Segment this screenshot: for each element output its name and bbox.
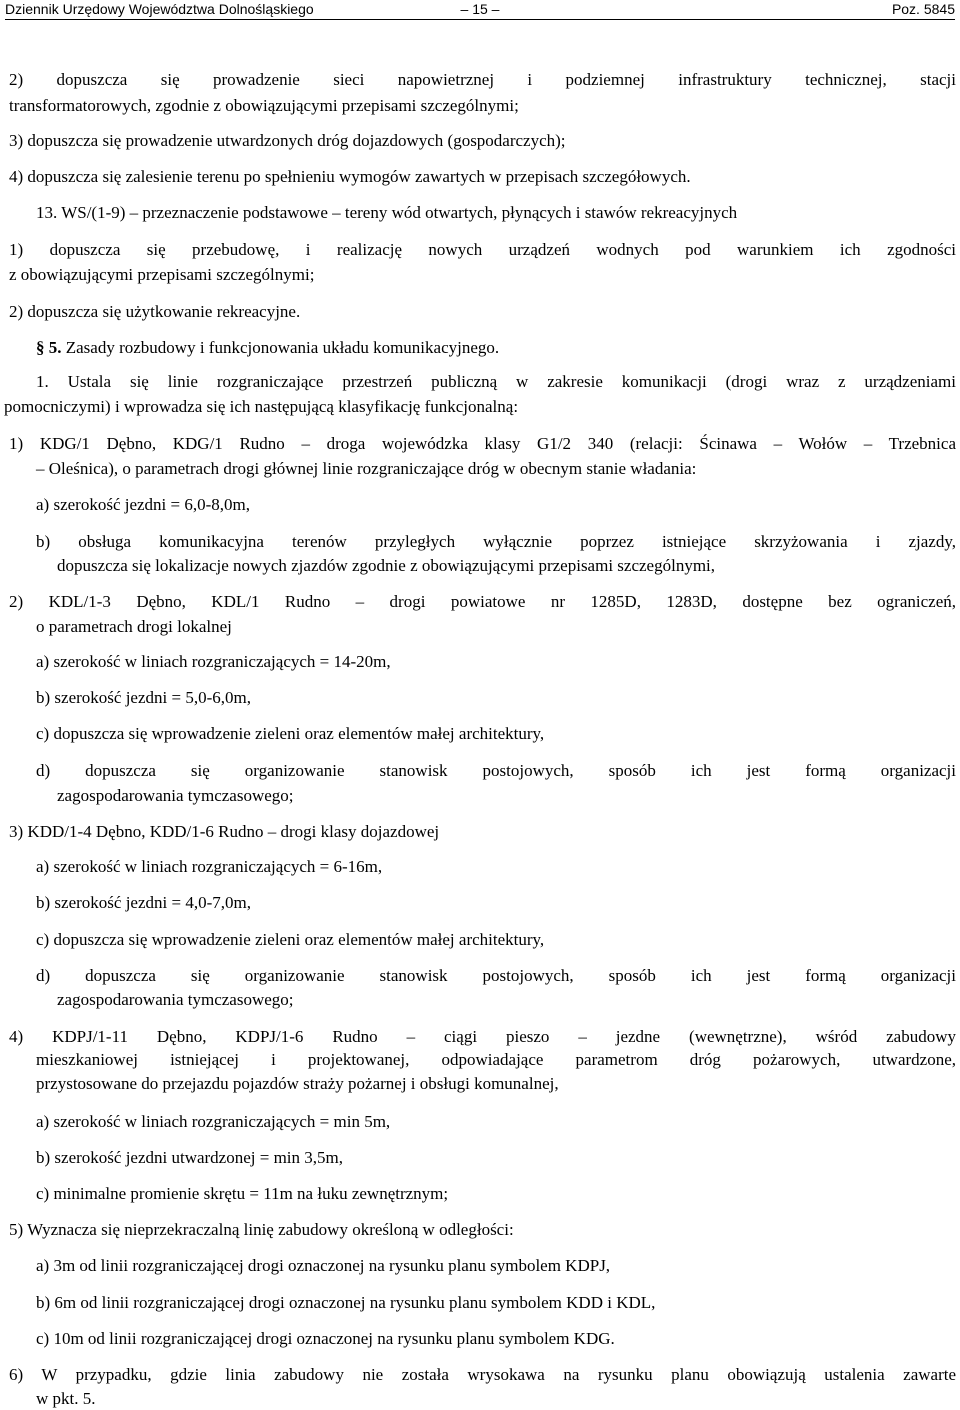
kdg-line-1: 1) KDG/1 Dębno, KDG/1 Rudno – droga wojewódzka klasy G1/2 340 (relacji: Ścinawa – Wołów – Trzebnica xyxy=(9,434,956,453)
position-number: Poz. 5845 xyxy=(891,1,955,17)
kdpj-item-a: a) szerokość w liniach rozgraniczających = min 5m, xyxy=(36,1112,391,1131)
clause-1-line-1: 1. Ustala się linie rozgraniczające przestrzeń publiczną w zakresie komunikacji (drogi wraz z urządzeniami xyxy=(36,372,956,391)
paragraph-4: 4) dopuszcza się zalesienie terenu po spełnieniu wymogów zawartych w przepisach szczegółowych. xyxy=(9,167,691,186)
section-5-title: Zasady rozbudowy i funkcjonowania układu komunikacyjnego. xyxy=(61,338,500,357)
kdd-line: 3) KDD/1-4 Dębno, KDD/1-6 Rudno – drogi klasy dojazdowej xyxy=(9,822,440,841)
clause-1-line-2: pomocniczymi) i wprowadza się ich następującą klasyfikację funkcjonalną: xyxy=(4,397,519,416)
paragraph-6-line-1: 6) W przypadku, gdzie linia zabudowy nie została wrysokawa na rysunku planu obowiązują ustalenia zawarte xyxy=(9,1365,956,1384)
kdl-item-c: c) dopuszcza się wprowadzenie zieleni oraz elementów małej architektury, xyxy=(36,724,545,743)
paragraph-2-line-1: 2) dopuszcza się prowadzenie sieci napowietrznej i podziemnej infrastruktury technicznej, stacji xyxy=(9,70,956,89)
kdpj-item-c: c) minimalne promienie skrętu = 11m na łuku zewnętrznym; xyxy=(36,1184,449,1203)
kdl-item-a: a) szerokość w liniach rozgraniczających = 14-20m, xyxy=(36,652,391,671)
kdl-line-2: o parametrach drogi lokalnej xyxy=(36,617,232,636)
kdpj-item-b: b) szerokość jezdni utwardzonej = min 3,5m, xyxy=(36,1148,344,1167)
ws-item-1-line-1: 1) dopuszcza się przebudowę, i realizację nowych urządzeń wodnych pod warunkiem ich zgodności xyxy=(9,240,956,259)
kdg-line-2: – Oleśnica), o parametrach drogi głównej linie rozgraniczające dróg w obecnym stanie władania: xyxy=(36,459,697,478)
paragraph-3: 3) dopuszcza się prowadzenie utwardzonych dróg dojazdowych (gospodarczych); xyxy=(9,131,566,150)
kdpj-line-1: 4) KDPJ/1-11 Dębno, KDPJ/1-6 Rudno – ciągi pieszo – jezdne (wewnętrzne), wśród zabudowy xyxy=(9,1027,956,1046)
kdd-item-c: c) dopuszcza się wprowadzenie zieleni oraz elementów małej architektury, xyxy=(36,930,545,949)
kdg-item-a: a) szerokość jezdni = 6,0-8,0m, xyxy=(36,495,250,514)
kdl-item-d-line-2: zagospodarowania tymczasowego; xyxy=(57,786,294,805)
kdpj-line-3: przystosowane do przejazdu pojazdów straży pożarnej i obsługi komunalnej, xyxy=(36,1074,559,1093)
section-5-heading xyxy=(36,338,499,358)
kdg-item-b-line-2: dopuszcza się lokalizacje nowych zjazdów zgodnie z obowiązującymi przepisami szczególnymi, xyxy=(57,556,716,575)
section-13-heading: 13. WS/(1-9) – przeznaczenie podstawowe – tereny wód otwartych, płynących i stawów rekreacyjnych xyxy=(36,203,738,222)
kdd-item-d-line-1: d) dopuszcza się organizowanie stanowisk postojowych, sposób ich jest formą organizacji xyxy=(36,966,956,985)
kdpj-line-2: mieszkaniowej istniejącej i projektowanej, odpowiadające parametrom dróg pożarowych, utwardzone, xyxy=(36,1050,956,1069)
journal-title: Dziennik Urzędowy Województwa Dolnośląskiego xyxy=(5,1,314,17)
paragraph-5-item-c: c) 10m od linii rozgraniczającej drogi oznaczonej na rysunku planu symbolem KDG. xyxy=(36,1329,615,1348)
ws-item-1-line-2: z obowiązującymi przepisami szczególnymi; xyxy=(9,265,315,284)
kdg-item-b-line-1: b) obsługa komunikacyjna terenów przyległych wyłącznie poprzez istniejące skrzyżowania i zjazdy, xyxy=(36,532,956,551)
kdl-line-1: 2) KDL/1-3 Dębno, KDL/1 Rudno – drogi powiatowe nr 1285D, 1283D, dostępne bez ograniczeń, xyxy=(9,592,956,611)
kdl-item-b: b) szerokość jezdni = 5,0-6,0m, xyxy=(36,688,251,707)
kdd-item-b: b) szerokość jezdni = 4,0-7,0m, xyxy=(36,893,251,912)
paragraph-5: 5) Wyznacza się nieprzekraczalną linię zabudowy określoną w odległości: xyxy=(9,1220,514,1239)
kdd-item-a: a) szerokość w liniach rozgraniczających = 6-16m, xyxy=(36,857,383,876)
ws-item-2: 2) dopuszcza się użytkowanie rekreacyjne. xyxy=(9,302,301,321)
header-rule xyxy=(5,19,955,20)
paragraph-6-line-2: w pkt. 5. xyxy=(36,1389,96,1408)
page-number: – 15 – xyxy=(460,1,500,17)
paragraph-5-item-a: a) 3m od linii rozgraniczającej drogi oznaczonej na rysunku planu symbolem KDPJ, xyxy=(36,1256,611,1275)
paragraph-5-item-b: b) 6m od linii rozgraniczającej drogi oznaczonej na rysunku planu symbolem KDD i KDL, xyxy=(36,1293,656,1312)
paragraph-2-line-2: transformatorowych, zgodnie z obowiązującymi przepisami szczególnymi; xyxy=(9,96,519,115)
kdl-item-d-line-1: d) dopuszcza się organizowanie stanowisk postojowych, sposób ich jest formą organizacji xyxy=(36,761,956,780)
page-header xyxy=(5,0,955,20)
section-5-number: § 5. xyxy=(36,338,62,357)
kdd-item-d-line-2: zagospodarowania tymczasowego; xyxy=(57,990,294,1009)
